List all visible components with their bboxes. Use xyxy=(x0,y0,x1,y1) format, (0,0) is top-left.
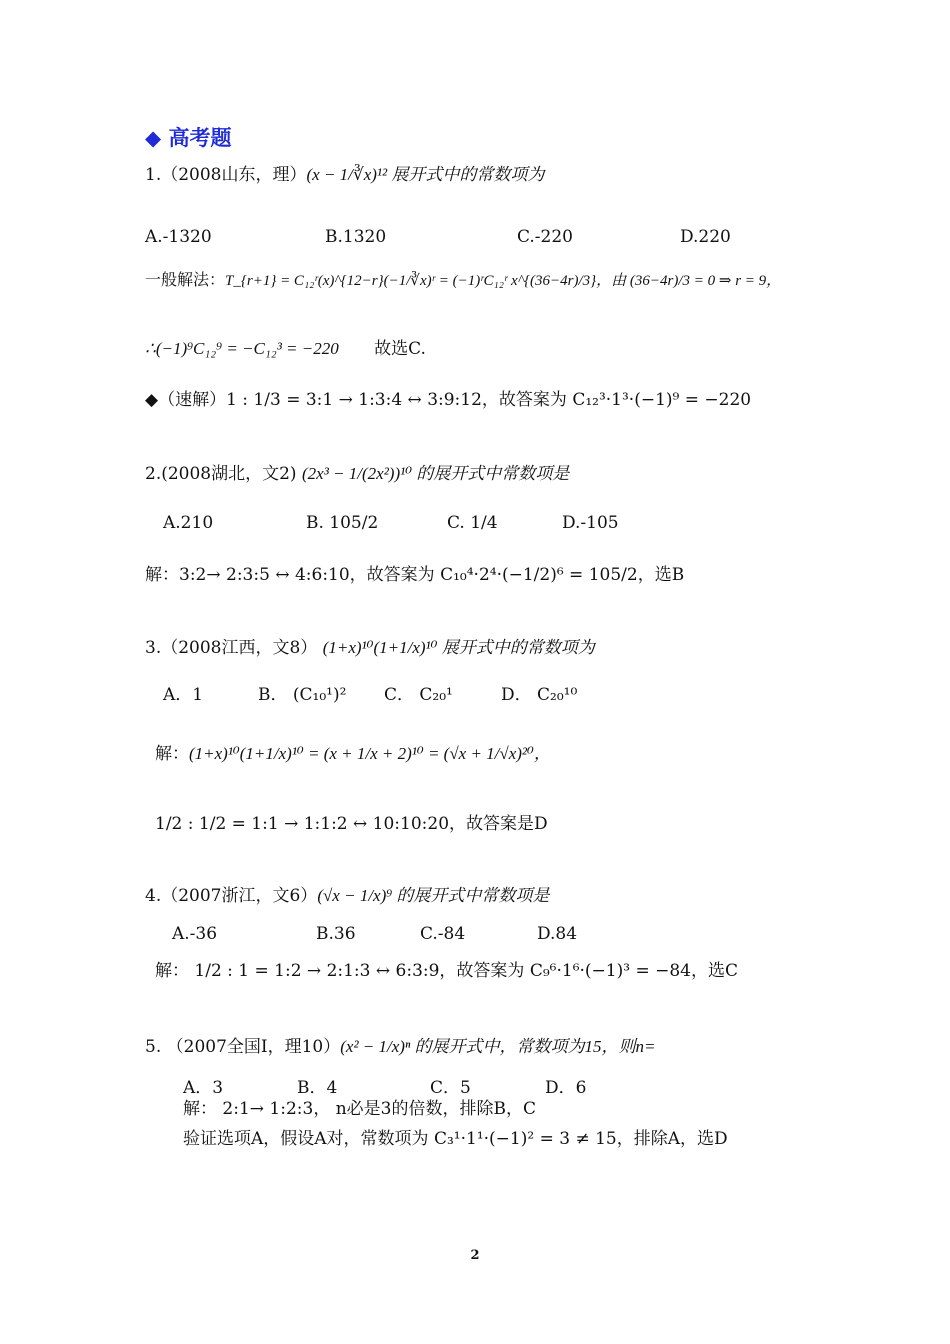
q3-line xyxy=(145,636,595,660)
q5-option-b: B．4 xyxy=(297,1078,338,1098)
q1-option-c: C.-220 xyxy=(517,227,573,247)
q3-option-a: A．1 xyxy=(163,685,204,705)
q5-solution-line1: 解： 2:1→ 1:2:3， n必是3的倍数，排除B，C xyxy=(183,1099,536,1119)
q2-stem: 2.(2008湖北，文2) xyxy=(145,464,297,484)
q5-line xyxy=(145,1035,656,1059)
q1-stem: 1.（2008山东，理） xyxy=(145,165,307,185)
q3-sol-expression: (1+x)¹⁰(1+1/x)¹⁰ = (x + 1/x + 2)¹⁰ = (√x + 1/√x)²⁰， xyxy=(189,744,551,763)
q3-option-c: C． C₂₀¹ xyxy=(384,685,453,705)
q3-option-d: D． C₂₀¹⁰ xyxy=(501,685,578,705)
q2-option-c: C. 1/4 xyxy=(447,513,498,533)
q4-option-b: B.36 xyxy=(316,924,356,944)
q4-stem: 4.（2007浙江，文6） xyxy=(145,886,318,906)
q1-option-b: B.1320 xyxy=(325,227,387,247)
q2-option-b: B. 105/2 xyxy=(306,513,379,533)
q1-option-d: D.220 xyxy=(680,227,731,247)
q5-option-d: D．6 xyxy=(545,1078,587,1098)
q5-option-a: A．3 xyxy=(183,1078,224,1098)
q1-sol1-expression: T_{r+1} = C₁₂ʳ(x)^{12−r}(−1/∛x)ʳ = (−1)ʳC₁₂ʳ x^{(36−4r)/3}，由 (36−4r)/3 = 0 ⇒ r = 9， xyxy=(225,273,782,289)
q3-solution-line2: 1/2 : 1/2 = 1:1 → 1:1:2 ↔ 10:10:20，故答案是D xyxy=(155,814,548,834)
q5-option-c: C．5 xyxy=(430,1078,471,1098)
q1-line xyxy=(145,163,544,187)
q2-option-d: D.-105 xyxy=(562,513,619,533)
page-number: 2 xyxy=(470,1248,480,1263)
q1-general-solution xyxy=(145,268,781,293)
q4-option-a: A.-36 xyxy=(172,924,218,944)
q4-option-c: C.-84 xyxy=(420,924,466,944)
q3-solution-line1 xyxy=(155,742,551,766)
q1-option-a: A.-1320 xyxy=(145,227,212,247)
q1-sol2-conclusion: 故选C. xyxy=(374,339,426,359)
q1-fast-solution: ◆（速解）1 : 1/3 = 3:1 → 1:3:4 ↔ 3:9:12，故答案为 C₁₂³·1³·(−1)⁹ = −220 xyxy=(145,390,752,410)
q5-solution-line2: 验证选项A，假设A对，常数项为 C₃¹·1¹·(−1)² = 3 ≠ 15，排除A，选D xyxy=(183,1129,728,1149)
q2-option-a: A.210 xyxy=(163,513,214,533)
q5-stem: 5. （2007全国Ⅰ，理10） xyxy=(145,1037,341,1057)
q5-expression: (x² − 1/x)ⁿ 的展开式中，常数项为15，则n= xyxy=(340,1037,656,1056)
q2-expression: (2x³ − 1/(2x²))¹⁰ 的展开式中常数项是 xyxy=(301,464,570,483)
q4-expression: (√x − 1/x)⁹ 的展开式中常数项是 xyxy=(317,886,550,905)
q4-option-d: D.84 xyxy=(537,924,578,944)
q3-sol-label: 解： xyxy=(155,744,189,764)
q2-solution: 解：3:2→ 2:3:5 ↔ 4:6:10，故答案为 C₁₀⁴·2⁴·(−1/2)⁶ = 105/2，选B xyxy=(145,565,685,585)
q3-option-b: B． (C₁₀¹)² xyxy=(258,685,347,705)
q4-line xyxy=(145,884,549,908)
section-heading: ◆ 高考题 xyxy=(145,125,232,150)
q3-stem: 3.（2008江西，文8） xyxy=(145,638,318,658)
q4-solution: 解： 1/2 : 1 = 1:2 → 2:1:3 ↔ 6:3:9，故答案为 C₉⁶·1⁶·(−1)³ = −84，选C xyxy=(155,961,738,981)
q1-sol2-expression: ∴(−1)⁹C₁₂⁹ = −C₁₂³ = −220 xyxy=(145,339,339,358)
q1-sol1-label: 一般解法： xyxy=(145,270,226,289)
q3-expression: (1+x)¹⁰(1+1/x)¹⁰ 展开式中的常数项为 xyxy=(322,638,595,657)
q1-expression: (x − 1/∛x)¹² 展开式中的常数项为 xyxy=(306,165,545,184)
q1-solution-result xyxy=(145,337,426,361)
q2-line xyxy=(145,462,569,486)
